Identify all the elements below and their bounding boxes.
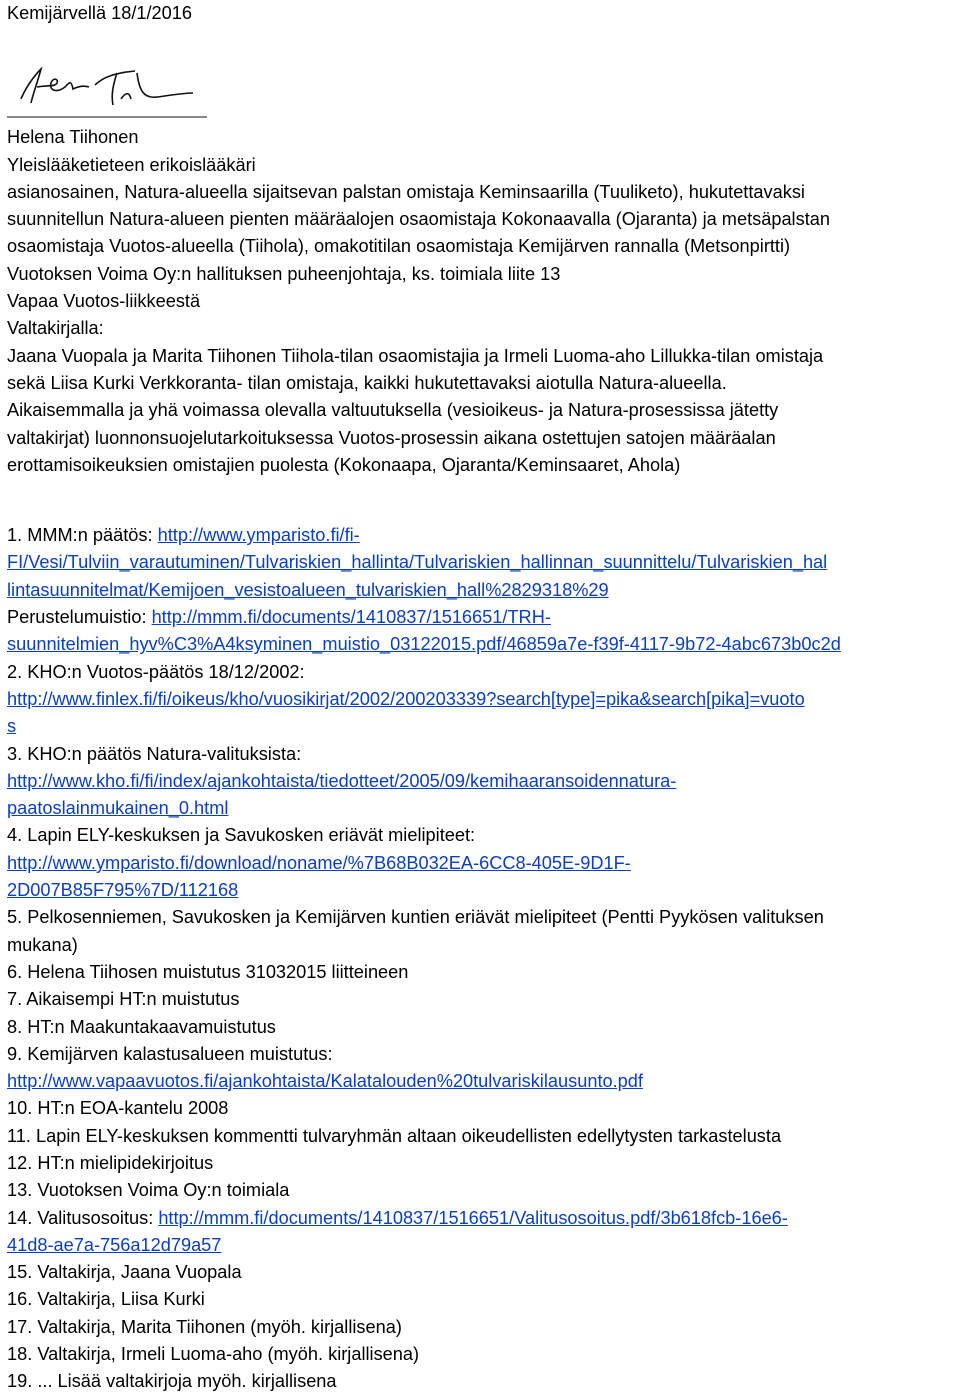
date-line: Kemijärvellä 18/1/2016 xyxy=(7,3,193,23)
attachment-item xyxy=(7,1205,955,1232)
attachment-item xyxy=(7,522,955,549)
role-line: Vapaa Vuotos-liikkeestä xyxy=(7,291,201,312)
attachment-item: 13. Vuotoksen Voima Oy:n toimiala xyxy=(7,1180,290,1201)
attachment-link[interactable]: http://mmm.fi/documents/1410837/1516651/Valitusosoitus.pdf/3b618fcb-16e6- xyxy=(158,1207,788,1228)
role-line: asianosainen, Natura-alueella sijaitsevan palstan omistaja Keminsaarilla (Tuuliketo), hukutettavaksi xyxy=(7,181,805,202)
attachment-item: 16. Valtakirja, Liisa Kurki xyxy=(7,1289,205,1310)
attachment-item: 9. Kemijärven kalastusalueen muistutus: xyxy=(7,1043,333,1064)
attachment-link[interactable]: http://mmm.fi/documents/1410837/1516651/TRH- xyxy=(151,607,551,628)
attachment-item: 18. Valtakirja, Irmeli Luoma-aho (myöh. kirjallisena) xyxy=(7,1344,420,1365)
attachment-link[interactable]: http://www.vapaavuotos.fi/ajankohtaista/Kalatalouden%20tulvariskilausunto.pdf xyxy=(7,1071,643,1092)
attachment-link[interactable]: s xyxy=(7,716,17,737)
attachment-link[interactable]: http://www.kho.fi/fi/index/ajankohtaista/tiedotteet/2005/09/kemihaaransoidennatura- xyxy=(7,770,677,791)
attachment-item: 17. Valtakirja, Marita Tiihonen (myöh. kirjallisena) xyxy=(7,1316,402,1337)
attachment-item: 12. HT:n mielipidekirjoitus xyxy=(7,1152,214,1173)
signatory-title: Yleislääketieteen erikoislääkäri xyxy=(7,154,256,175)
attachment-item-cont: mukana) xyxy=(7,934,78,955)
document-page xyxy=(7,0,955,1396)
attachment-item: 6. Helena Tiihosen muistutus 31032015 liitteineen xyxy=(7,961,409,982)
attachment-item: 11. Lapin ELY-keskuksen kommentti tulvaryhmän altaan oikeudellisten edellytysten tarkastelusta xyxy=(7,1125,782,1146)
attachment-link[interactable]: http://www.ymparisto.fi/download/noname/%7B68B032EA-6CC8-405E-9D1F- xyxy=(7,852,631,873)
attachment-item: 7. Aikaisempi HT:n muistutus xyxy=(7,989,240,1010)
attachment-label: 1. MMM:n päätös: xyxy=(7,525,158,546)
attachment-item: 10. HT:n EOA-kantelu 2008 xyxy=(7,1098,229,1119)
attachment-link[interactable]: 2D007B85F795%7D/112168 xyxy=(7,880,239,901)
attachment-link[interactable]: http://www.finlex.fi/fi/oikeus/kho/vuosikirjat/2002/200203339?search[type]=pika&search[pika]=vuoto xyxy=(7,688,805,709)
attachment-item: 5. Pelkosenniemen, Savukosken ja Kemijärven kuntien eriävät mielipiteet (Pentti Pyykösen valituksen xyxy=(7,907,824,928)
attachment-label: 14. Valitusosoitus: xyxy=(7,1207,159,1228)
mandate-line: sekä Liisa Kurki Verkkoranta- tilan omistaja, kaikki hukutettavaksi aiotulla Natura-alueella. xyxy=(7,372,727,393)
attachment-link[interactable]: suunnitelmien_hyv%C3%A4ksyminen_muistio_03122015.pdf/46859a7e-f39f-4117-9b72-4abc673b0c2d xyxy=(7,634,841,655)
attachment-link[interactable]: 41d8-ae7a-756a12d79a57 xyxy=(7,1234,222,1255)
attachment-item: 3. KHO:n päätös Natura-valituksista: xyxy=(7,743,302,764)
attachment-link[interactable]: http://www.ymparisto.fi/fi- xyxy=(157,525,360,546)
role-line: suunnitellun Natura-alueen pienten määräalojen osaomistaja Kokonaavalla (Ojaranta) ja metsäpalstan xyxy=(7,209,830,230)
role-line: osaomistaja Vuotos-alueella (Tiihola), omakotitilan osaomistaja Kemijärven rannalla (Metsonpirtti) xyxy=(7,236,791,257)
attachment-item: 8. HT:n Maakuntakaavamuistutus xyxy=(7,1016,276,1037)
signature xyxy=(7,27,955,124)
attachment-link[interactable]: lintasuunnitelmat/Kemijoen_vesistoalueen_tulvariskien_hall%2829318%29 xyxy=(7,579,609,600)
attachment-label: Perustelumuistio: xyxy=(7,607,152,628)
role-line: Vuotoksen Voima Oy:n hallituksen puheenjohtaja, ks. toimiala liite 13 xyxy=(7,263,561,284)
mandate-heading: Valtakirjalla: xyxy=(7,318,104,339)
spacer xyxy=(7,479,955,522)
attachment-link[interactable]: paatoslainmukainen_0.html xyxy=(7,798,229,819)
handwritten-signature-icon xyxy=(7,29,217,121)
attachment-item: 15. Valtakirja, Jaana Vuopala xyxy=(7,1262,242,1283)
attachment-item: 19. ... Lisää valtakirjoja myöh. kirjallisena xyxy=(7,1371,337,1392)
attachment-item: 2. KHO:n Vuotos-päätös 18/12/2002: xyxy=(7,661,305,682)
mandate-line: valtakirjat) luonnonsuojelutarkoituksessa Vuotos-prosessin aikana ostettujen satojen määräalan xyxy=(7,427,776,448)
attachment-link[interactable]: FI/Vesi/Tulviin_varautuminen/Tulvariskien_hallinta/Tulvariskien_hallinnan_suunnittelu/Tulvariskien_hal xyxy=(7,552,828,573)
mandate-line: Aikaisemmalla ja yhä voimassa olevalla valtuutuksella (vesioikeus- ja Natura-prosessissa jätetty xyxy=(7,400,779,421)
attachment-item xyxy=(7,604,955,631)
signatory-name: Helena Tiihonen xyxy=(7,127,139,148)
mandate-line: erottamisoikeuksien omistajien puolesta (Kokonaapa, Ojaranta/Keminsaaret, Ahola) xyxy=(7,454,681,475)
attachment-item: 4. Lapin ELY-keskuksen ja Savukosken eriävät mielipiteet: xyxy=(7,825,476,846)
mandate-line: Jaana Vuopala ja Marita Tiihonen Tiihola-tilan osaomistajia ja Irmeli Luoma-aho Lillukka-tilan omistaja xyxy=(7,345,824,366)
